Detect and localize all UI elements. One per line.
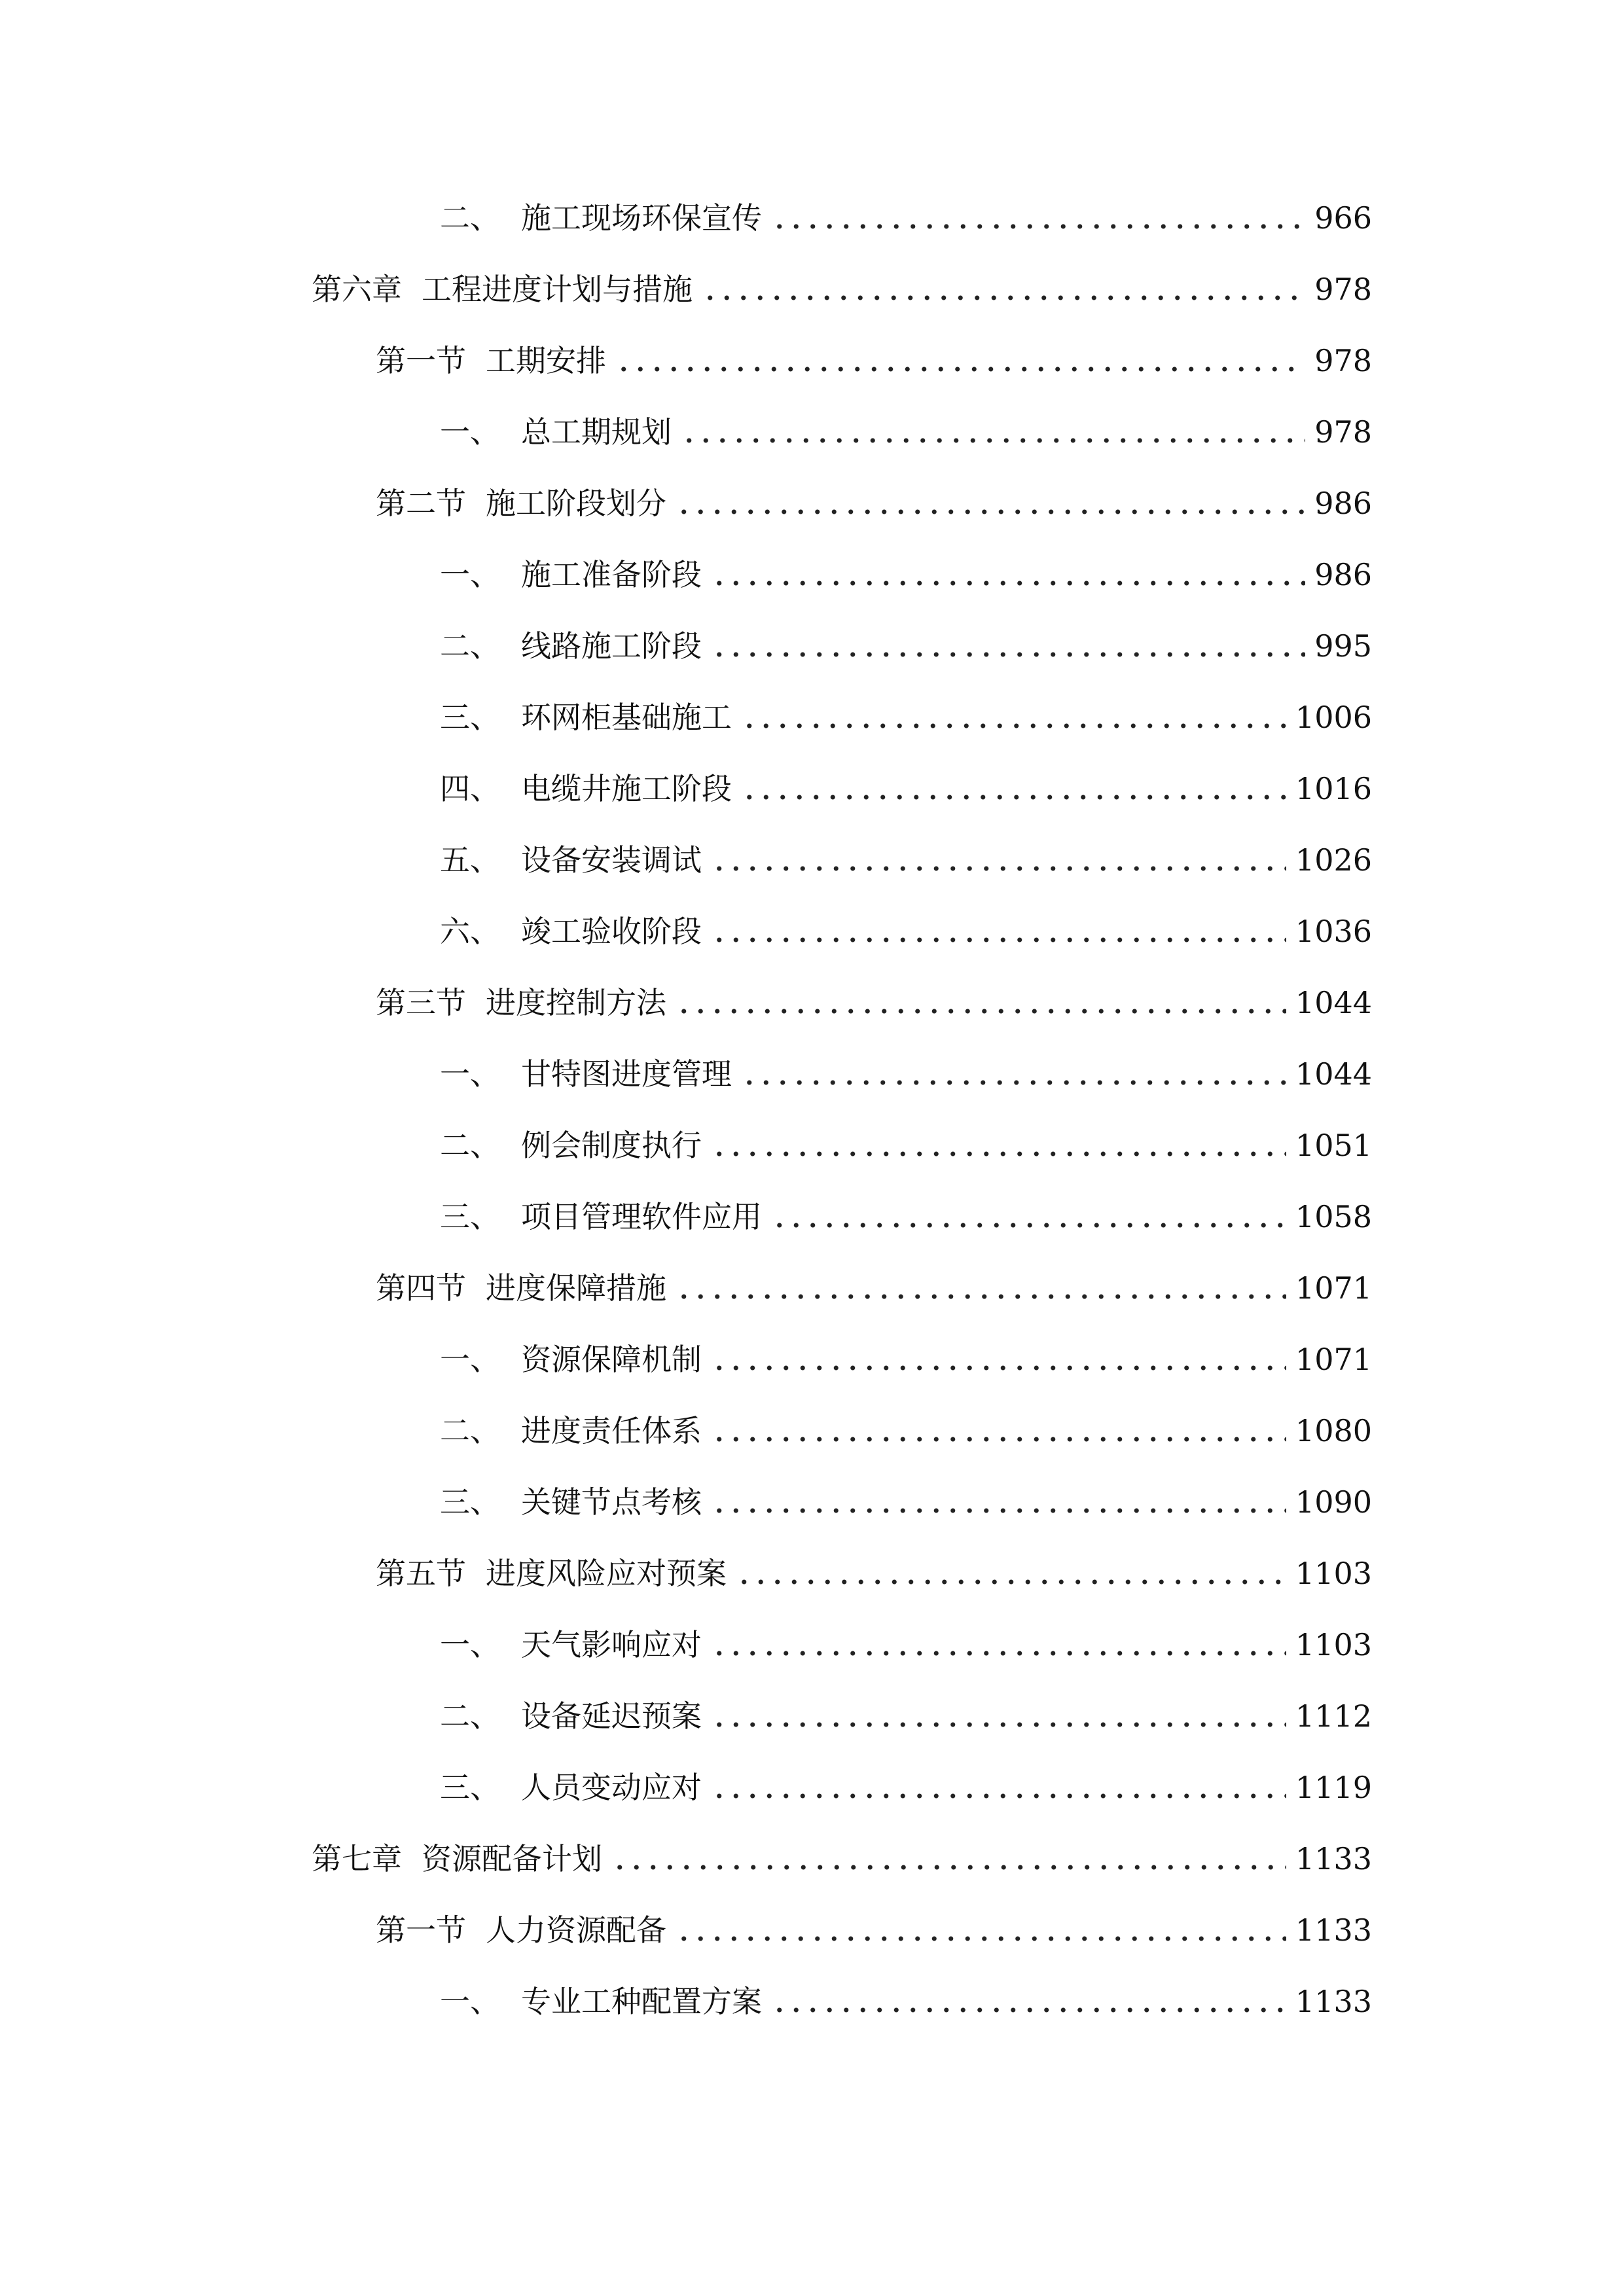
dot-leader [711,1344,1286,1374]
toc-entry[interactable] [440,1622,1372,1668]
dot-leader [711,916,1286,946]
dot-leader [676,488,1305,518]
toc-entry-number: 第七章 [312,1841,402,1876]
toc-entry[interactable] [312,266,1372,312]
toc-entry-title: 施工阶段划分 [486,486,666,521]
toc-entry-number: 二、 [440,628,500,664]
dot-leader [771,1986,1286,2017]
toc-entry-page: 1051 [1295,1128,1372,1163]
toc-entry-title: 竣工验收阶段 [521,914,702,949]
toc-entry[interactable] [440,195,1372,241]
toc-entry[interactable] [440,1693,1372,1739]
toc-entry-page: 986 [1314,557,1372,592]
dot-leader [736,1558,1286,1588]
dot-leader [676,1915,1286,1945]
toc-entry-title: 施工现场环保宣传 [521,200,762,236]
toc-entry[interactable] [440,837,1372,883]
toc-entry-page: 1044 [1295,985,1372,1020]
toc-entry-title: 工程进度计划与措施 [422,272,693,307]
toc-entry[interactable] [376,1265,1372,1311]
toc-entry[interactable] [376,480,1372,526]
toc-entry[interactable] [440,1122,1372,1168]
toc-entry-number: 二、 [440,1698,500,1734]
toc-entry-page: 1026 [1295,842,1372,878]
toc-entry-title: 环网柜基础施工 [521,700,732,735]
dot-leader [771,1202,1286,1232]
dot-leader [711,1416,1286,1446]
toc-entry-number: 二、 [440,1413,500,1448]
toc-entry-page: 966 [1314,200,1372,236]
toc-entry-number: 一、 [440,1627,500,1662]
dot-leader [711,1487,1286,1517]
dot-leader [611,1844,1286,1874]
toc-entry-title: 进度责任体系 [521,1413,702,1448]
toc-entry-page: 1080 [1295,1413,1372,1448]
toc-entry-title: 进度风险应对预案 [486,1556,727,1591]
toc-entry-title: 资源保障机制 [521,1342,702,1377]
toc-entry[interactable] [440,1479,1372,1525]
toc-entry-title: 电缆井施工阶段 [521,771,732,806]
toc-entry-number: 第五节 [376,1556,466,1591]
toc-entry-number: 一、 [440,557,500,592]
dot-leader [741,702,1286,732]
toc-entry-page: 1071 [1295,1342,1372,1377]
toc-entry-page: 1090 [1295,1484,1372,1520]
toc-entry-number: 第一节 [376,343,466,378]
toc-entry[interactable] [376,1551,1372,1596]
dot-leader [676,1273,1286,1303]
toc-entry-title: 人力资源配备 [486,1912,666,1948]
toc-entry-title: 设备安装调试 [521,842,702,878]
toc-entry-number: 第一节 [376,1912,466,1948]
dot-leader [711,631,1305,661]
toc-entry-page: 986 [1314,486,1372,521]
toc-entry[interactable] [440,694,1372,740]
dot-leader [711,845,1286,875]
toc-entry-number: 第三节 [376,985,466,1020]
dot-leader [676,988,1286,1018]
dot-leader [681,417,1305,447]
toc-entry-page: 1133 [1295,1912,1372,1948]
toc-entry-number: 第四节 [376,1270,466,1306]
toc-entry-number: 二、 [440,200,500,236]
toc-entry[interactable] [440,1408,1372,1454]
toc-entry[interactable] [312,1836,1372,1882]
toc-entry-number: 一、 [440,1984,500,2019]
toc-entry[interactable] [440,1194,1372,1240]
toc-entry-title: 项目管理软件应用 [521,1199,762,1234]
toc-entry-page: 978 [1314,272,1372,307]
toc-entry-page: 1044 [1295,1056,1372,1092]
toc-entry-page: 1071 [1295,1270,1372,1306]
toc-entry-number: 六、 [440,914,500,949]
toc-entry-number: 一、 [440,1342,500,1377]
dot-leader [711,1701,1286,1731]
toc-entry-page: 978 [1314,414,1372,450]
toc-entry-title: 例会制度执行 [521,1128,702,1163]
dot-leader [711,1772,1286,1803]
toc-entry[interactable] [440,552,1372,598]
toc-entry-page: 1016 [1295,771,1372,806]
toc-entry-title: 专业工种配置方案 [521,1984,762,2019]
toc-entry-number: 一、 [440,1056,500,1092]
toc-entry-title: 进度保障措施 [486,1270,666,1306]
toc-entry[interactable] [376,338,1372,384]
dot-leader [711,560,1305,590]
toc-entry-page: 1103 [1295,1627,1372,1662]
toc-entry-title: 工期安排 [486,343,606,378]
toc-entry-page: 1112 [1295,1698,1372,1734]
toc-entry-number: 三、 [440,1484,500,1520]
toc-entry-number: 五、 [440,842,500,878]
toc-entry-title: 施工准备阶段 [521,557,702,592]
toc-entry[interactable] [440,766,1372,812]
dot-leader [711,1630,1286,1660]
toc-entry-title: 设备延迟预案 [521,1698,702,1734]
dot-leader [741,1059,1286,1089]
toc-entry-number: 二、 [440,1128,500,1163]
toc-entry-title: 关键节点考核 [521,1484,702,1520]
toc-entry[interactable] [440,623,1372,669]
dot-leader [702,274,1305,304]
toc-entry-number: 四、 [440,771,500,806]
dot-leader [711,1130,1286,1160]
toc-entry-page: 1058 [1295,1199,1372,1234]
toc-entry[interactable] [376,980,1372,1026]
toc-entry-number: 三、 [440,700,500,735]
toc-entry-title: 天气影响应对 [521,1627,702,1662]
toc-entry[interactable] [440,1765,1372,1810]
toc-entry-number: 第二节 [376,486,466,521]
dot-leader [771,203,1305,233]
toc-entry-page: 995 [1314,628,1372,664]
toc-entry-title: 进度控制方法 [486,985,666,1020]
dot-leader [615,346,1305,376]
toc-entry-page: 1103 [1295,1556,1372,1591]
dot-leader [741,774,1286,804]
toc-entry-page: 1036 [1295,914,1372,949]
toc-entry[interactable] [440,908,1372,954]
toc-entry-number: 第六章 [312,272,402,307]
toc-entry-page: 1133 [1295,1841,1372,1876]
toc-entry-number: 三、 [440,1770,500,1805]
toc-entry[interactable] [440,1336,1372,1382]
toc-entry-number: 一、 [440,414,500,450]
toc-entry[interactable] [440,1979,1372,2024]
toc-entry-title: 甘特图进度管理 [521,1056,732,1092]
toc-entry-title: 总工期规划 [521,414,672,450]
toc-entry-page: 1119 [1295,1770,1372,1805]
toc-entry[interactable] [440,409,1372,455]
toc-entry-page: 1133 [1295,1984,1372,2019]
toc-entry-page: 1006 [1295,700,1372,735]
toc-entry[interactable] [376,1907,1372,1953]
toc-entry-title: 线路施工阶段 [521,628,702,664]
toc-entry[interactable] [440,1051,1372,1097]
toc-entry-number: 三、 [440,1199,500,1234]
toc-entry-page: 978 [1314,343,1372,378]
toc-entry-title: 资源配备计划 [422,1841,602,1876]
toc-entry-title: 人员变动应对 [521,1770,702,1805]
